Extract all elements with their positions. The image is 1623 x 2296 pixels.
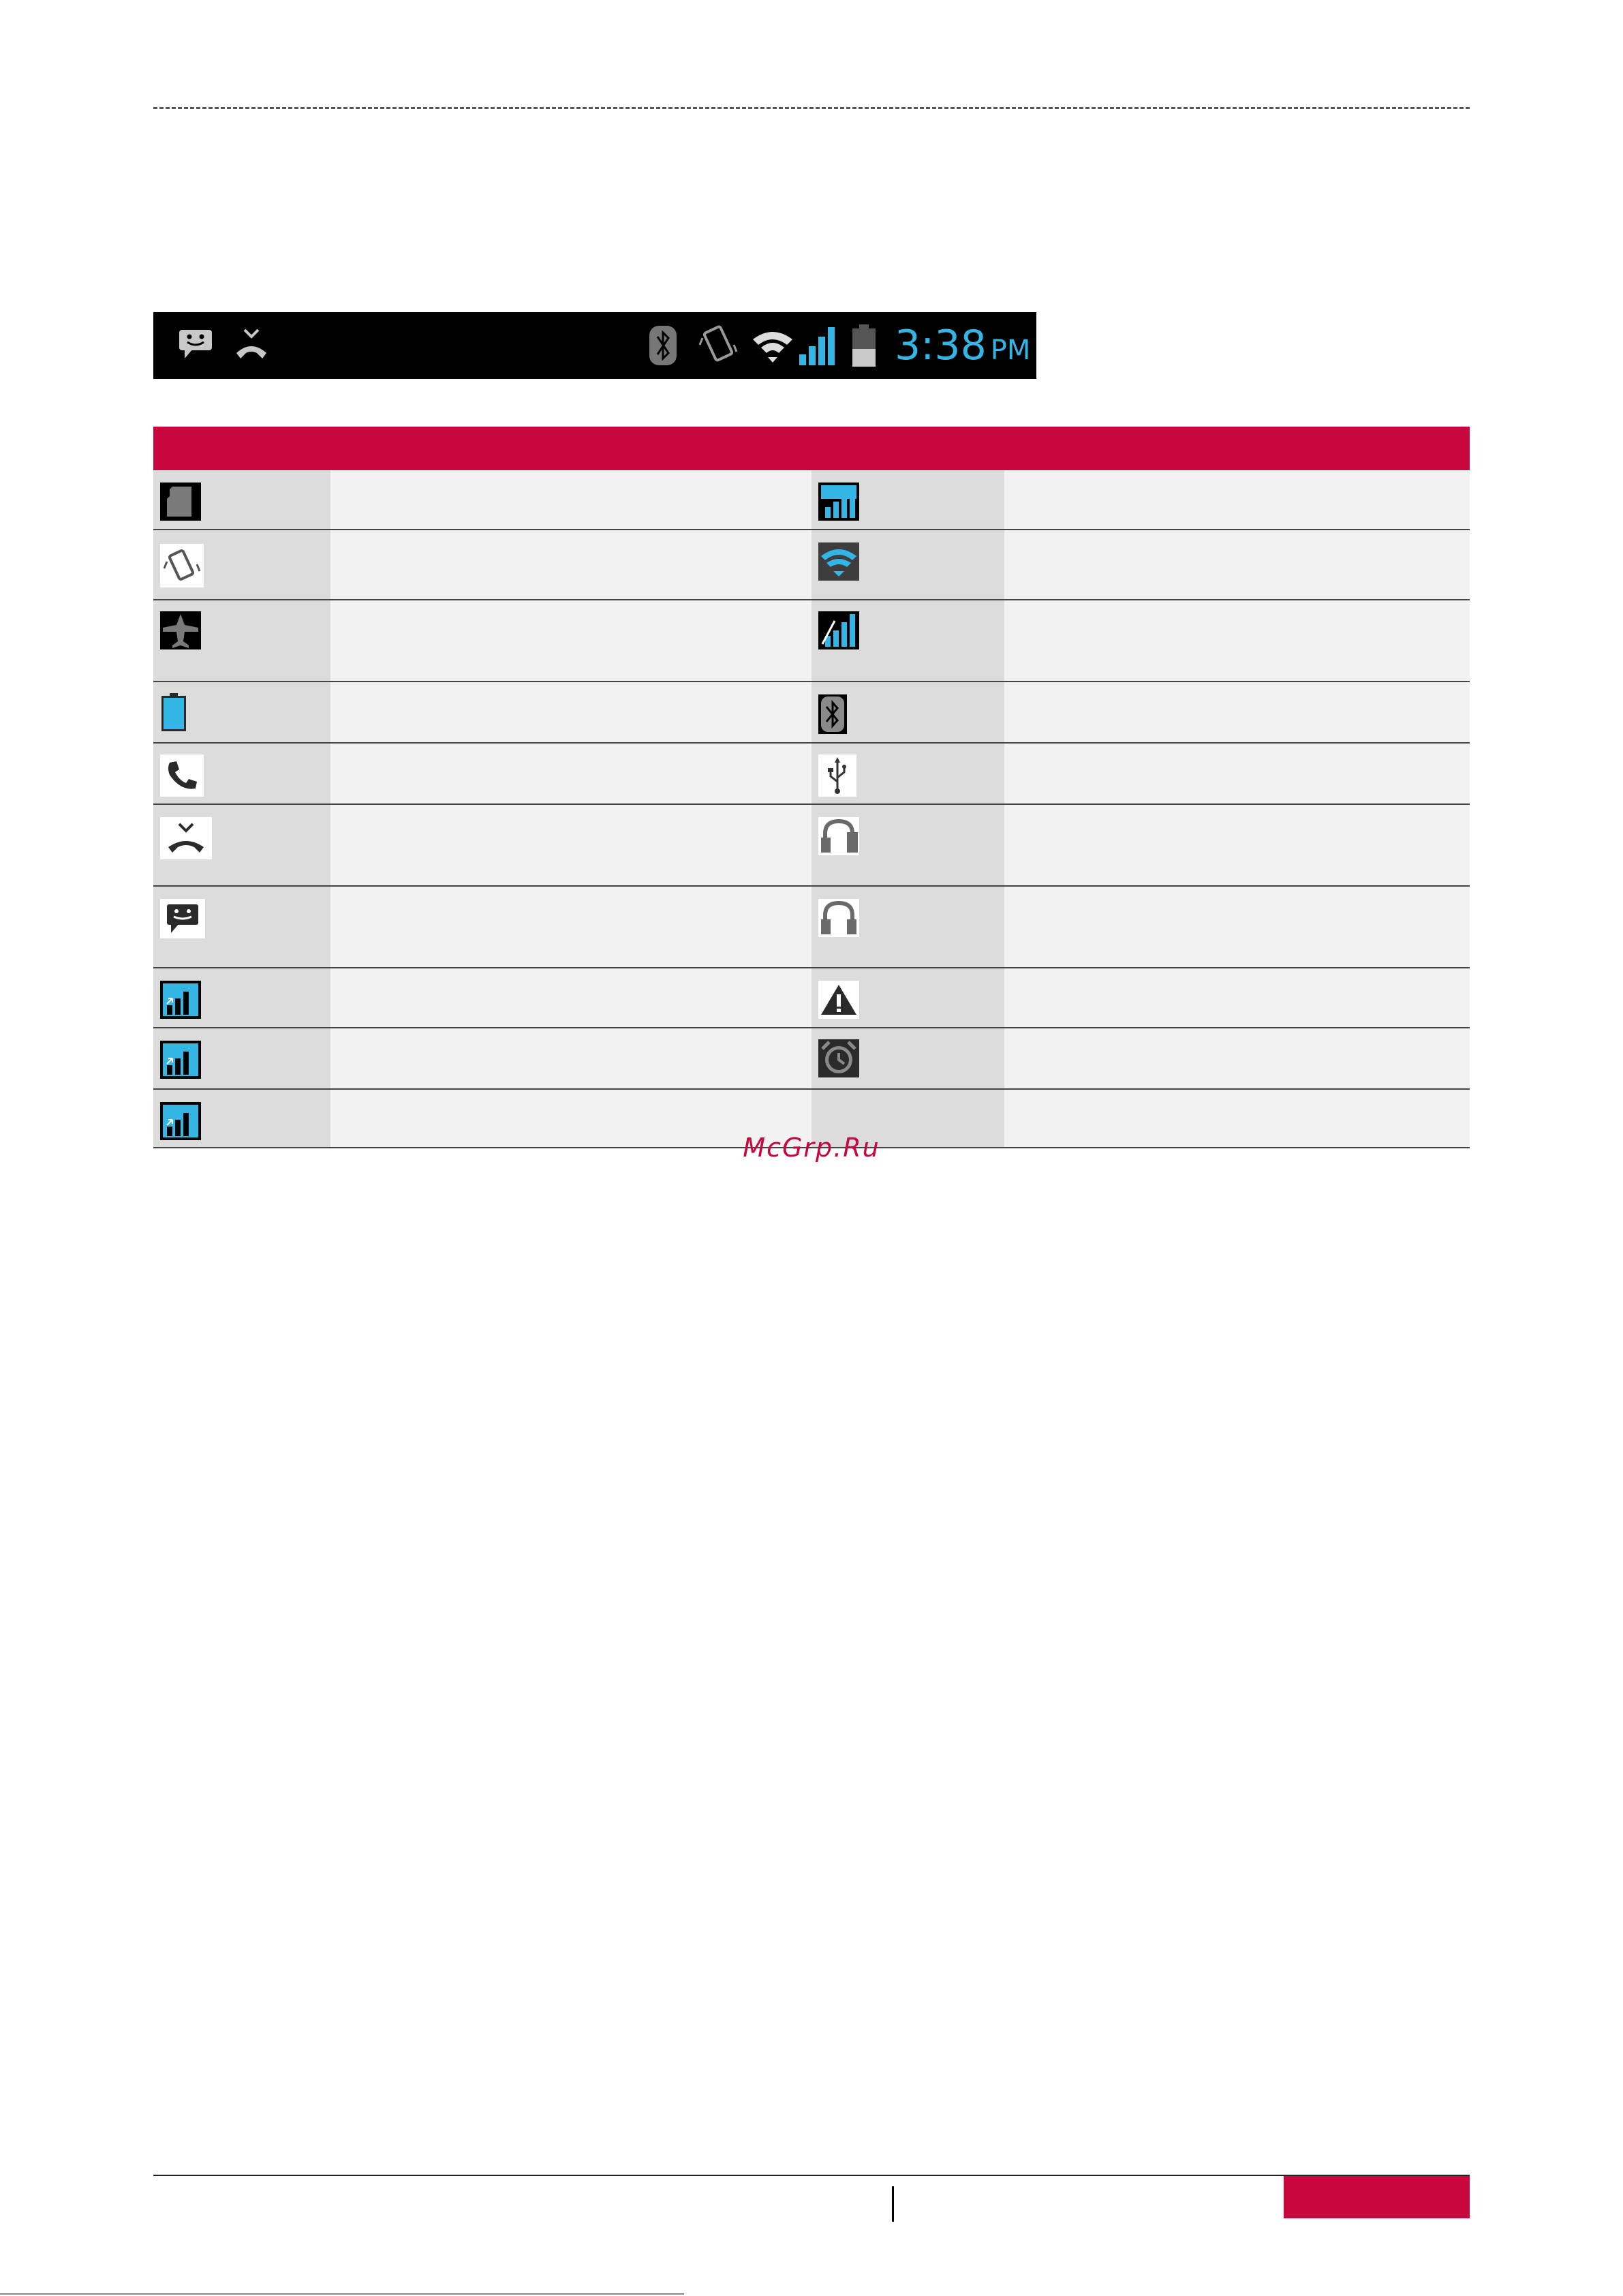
- bluetooth-icon: [818, 694, 847, 734]
- watermark-text: McGrp.Ru: [743, 1133, 880, 1163]
- alarm-icon: [818, 1039, 859, 1077]
- icon-cell: [812, 530, 1004, 599]
- clock: 3:38 PM: [895, 322, 1031, 369]
- table-header: [153, 427, 1470, 470]
- icon-cell: [812, 600, 1004, 681]
- icon-cell: [812, 470, 1004, 529]
- icon-table: [153, 427, 1470, 1148]
- footer-rule: [153, 2175, 1470, 2176]
- phone-call-icon: [160, 754, 204, 797]
- battery-icon: [160, 693, 187, 733]
- missed-call-icon: [160, 817, 212, 859]
- message-icon: [160, 899, 205, 938]
- table-row: [153, 470, 1470, 530]
- icon-cell: [153, 744, 330, 803]
- icon-cell: [812, 744, 1004, 803]
- icon-cell: [812, 805, 1004, 885]
- status-bar: [153, 312, 1036, 379]
- bluetooth-icon: [648, 324, 678, 367]
- table-row: [153, 682, 1470, 744]
- headphones-icon: [818, 899, 859, 937]
- icon-cell: [153, 682, 330, 742]
- icon-cell: [153, 1028, 330, 1088]
- table-row: [153, 805, 1470, 887]
- description-cell: [1004, 805, 1470, 885]
- warning-icon: [818, 981, 859, 1019]
- signal-icon: [797, 324, 837, 367]
- signal-strength-icon: [818, 483, 859, 521]
- signal-strength-icon: [818, 611, 859, 649]
- table-row: [153, 530, 1470, 600]
- description-cell: [1004, 530, 1470, 599]
- table-row: [153, 744, 1470, 805]
- icon-cell: [153, 530, 330, 599]
- description-cell: [330, 682, 812, 742]
- signal-strength-icon: [160, 1041, 201, 1079]
- top-dashed-rule: [153, 107, 1470, 109]
- bottom-edge-line: [0, 2293, 684, 2295]
- description-cell: [330, 530, 812, 599]
- icon-cell: [812, 968, 1004, 1027]
- vibrate-icon: [160, 544, 204, 587]
- description-cell: [330, 600, 812, 681]
- description-cell: [330, 470, 812, 529]
- wifi-icon: [818, 542, 859, 581]
- icon-cell: [153, 470, 330, 529]
- battery-icon: [851, 323, 877, 368]
- message-icon: [178, 327, 213, 361]
- airplane-mode-icon: [160, 611, 201, 649]
- missed-call-icon: [234, 327, 269, 361]
- icon-cell: [812, 887, 1004, 967]
- table-row: [153, 968, 1470, 1028]
- table-row: [153, 1028, 1470, 1090]
- description-cell: [330, 805, 812, 885]
- table-row: [153, 887, 1470, 968]
- page-number-block: [1284, 2176, 1470, 2218]
- icon-cell: [812, 682, 1004, 742]
- signal-strength-icon: [160, 981, 201, 1019]
- headset-icon: [818, 817, 859, 855]
- description-cell: [1004, 744, 1470, 803]
- description-cell: [330, 744, 812, 803]
- description-cell: [330, 968, 812, 1027]
- description-cell: [1004, 470, 1470, 529]
- icon-cell: [153, 968, 330, 1027]
- wifi-icon: [752, 324, 794, 365]
- description-cell: [1004, 682, 1470, 742]
- icon-cell: [153, 805, 330, 885]
- vibrate-icon: [698, 322, 738, 368]
- description-cell: [1004, 887, 1470, 967]
- description-cell: [1004, 968, 1470, 1027]
- icon-cell: [153, 887, 330, 967]
- description-cell: [330, 887, 812, 967]
- sd-card-icon: [160, 483, 201, 521]
- icon-cell: [812, 1028, 1004, 1088]
- footer-divider: [892, 2186, 894, 2222]
- description-cell: [1004, 600, 1470, 681]
- table-row: [153, 600, 1470, 682]
- description-cell: [1004, 1028, 1470, 1088]
- description-cell: [330, 1028, 812, 1088]
- usb-icon: [818, 754, 856, 797]
- icon-cell: [153, 600, 330, 681]
